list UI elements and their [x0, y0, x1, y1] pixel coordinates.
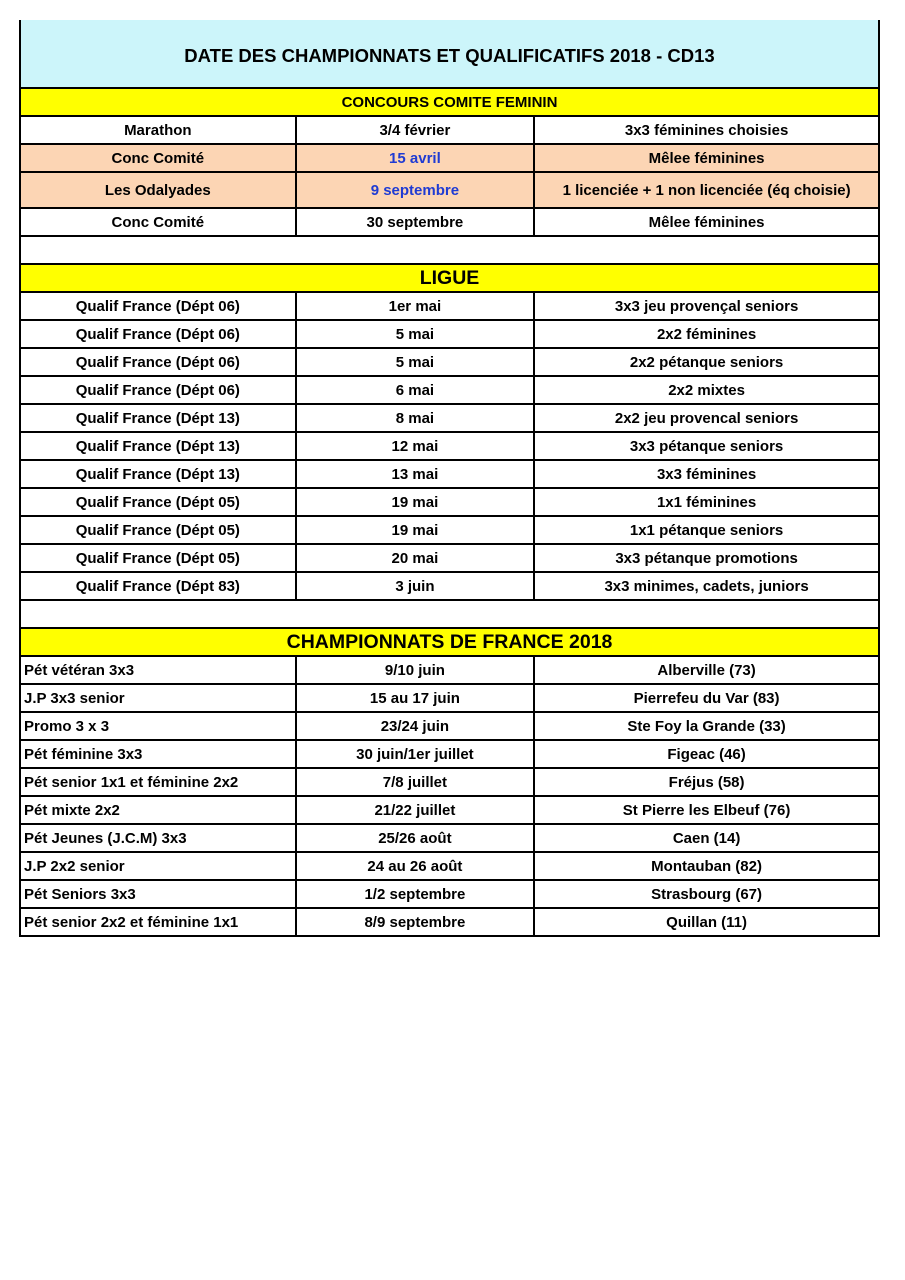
event-date: 19 mai: [296, 488, 535, 516]
event-detail: 1x1 pétanque seniors: [534, 516, 879, 544]
event-date: 9/10 juin: [296, 656, 535, 684]
event-name: Qualif France (Dépt 05): [20, 544, 296, 572]
spacer-row: [20, 236, 879, 264]
table-row: [20, 432, 879, 460]
event-date: 24 au 26 août: [296, 852, 535, 880]
table-row: [20, 376, 879, 404]
event-name: Qualif France (Dépt 13): [20, 432, 296, 460]
event-name: J.P 3x3 senior: [20, 684, 296, 712]
event-date: 1/2 septembre: [296, 880, 535, 908]
section-title-france: CHAMPIONNATS DE FRANCE 2018: [20, 628, 879, 656]
event-name: Marathon: [20, 116, 296, 144]
section-title-feminin: CONCOURS COMITE FEMININ: [20, 88, 879, 116]
table-row: [20, 544, 879, 572]
event-location: Montauban (82): [534, 852, 879, 880]
table-row-highlighted: [20, 144, 879, 172]
event-name: Pét féminine 3x3: [20, 740, 296, 768]
table-row: [20, 348, 879, 376]
event-name: Conc Comité: [20, 144, 296, 172]
event-detail: 1x1 féminines: [534, 488, 879, 516]
event-date: 5 mai: [296, 348, 535, 376]
event-location: Caen (14): [534, 824, 879, 852]
event-detail: 3x3 féminines choisies: [534, 116, 879, 144]
event-detail: 3x3 pétanque promotions: [534, 544, 879, 572]
table-row: [20, 116, 879, 144]
event-date: 21/22 juillet: [296, 796, 535, 824]
table-row: [20, 572, 879, 600]
page-title: DATE DES CHAMPIONNATS ET QUALIFICATIFS 2018 - CD13: [20, 20, 879, 88]
event-date: 6 mai: [296, 376, 535, 404]
event-name: Pét senior 1x1 et féminine 2x2: [20, 768, 296, 796]
event-location: Quillan (11): [534, 908, 879, 936]
event-name: Qualif France (Dépt 06): [20, 348, 296, 376]
event-date: 25/26 août: [296, 824, 535, 852]
event-name: Les Odalyades: [20, 172, 296, 208]
event-detail: 2x2 mixtes: [534, 376, 879, 404]
table-row: [20, 320, 879, 348]
event-location: Figeac (46): [534, 740, 879, 768]
event-date: 15 avril: [296, 144, 535, 172]
table-row: [20, 908, 879, 936]
event-detail: Mêlee féminines: [534, 144, 879, 172]
event-location: Pierrefeu du Var (83): [534, 684, 879, 712]
event-name: J.P 2x2 senior: [20, 852, 296, 880]
event-date: 30 juin/1er juillet: [296, 740, 535, 768]
table-row: [20, 768, 879, 796]
table-row: [20, 824, 879, 852]
event-name: Qualif France (Dépt 13): [20, 404, 296, 432]
event-name: Pét Seniors 3x3: [20, 880, 296, 908]
table-row: [20, 740, 879, 768]
table-row: [20, 684, 879, 712]
event-date: 30 septembre: [296, 208, 535, 236]
section-header-france: [20, 628, 879, 656]
event-name: Qualif France (Dépt 83): [20, 572, 296, 600]
table-row: [20, 712, 879, 740]
event-date: 23/24 juin: [296, 712, 535, 740]
event-date: 20 mai: [296, 544, 535, 572]
table-row: [20, 292, 879, 320]
event-detail: 2x2 jeu provencal seniors: [534, 404, 879, 432]
event-date: 3 juin: [296, 572, 535, 600]
schedule-table: [19, 20, 880, 937]
table-row: [20, 404, 879, 432]
section-header-ligue: [20, 264, 879, 292]
event-name: Pét mixte 2x2: [20, 796, 296, 824]
event-date: 12 mai: [296, 432, 535, 460]
title-row: [20, 20, 879, 88]
event-date: 13 mai: [296, 460, 535, 488]
event-date: 8/9 septembre: [296, 908, 535, 936]
table-row: [20, 460, 879, 488]
event-name: Qualif France (Dépt 06): [20, 320, 296, 348]
event-name: Qualif France (Dépt 13): [20, 460, 296, 488]
table-row: [20, 796, 879, 824]
event-detail: 1 licenciée + 1 non licenciée (éq choisie): [534, 172, 879, 208]
event-detail: 3x3 pétanque seniors: [534, 432, 879, 460]
table-row: [20, 656, 879, 684]
event-detail: 3x3 féminines: [534, 460, 879, 488]
event-location: St Pierre les Elbeuf (76): [534, 796, 879, 824]
event-location: Strasbourg (67): [534, 880, 879, 908]
event-date: 19 mai: [296, 516, 535, 544]
event-date: 9 septembre: [296, 172, 535, 208]
table-row: [20, 880, 879, 908]
event-name: Qualif France (Dépt 06): [20, 292, 296, 320]
table-row: [20, 516, 879, 544]
event-name: Qualif France (Dépt 05): [20, 488, 296, 516]
event-name: Pét vétéran 3x3: [20, 656, 296, 684]
event-date: 1er mai: [296, 292, 535, 320]
spacer-row: [20, 600, 879, 628]
event-detail: 2x2 pétanque seniors: [534, 348, 879, 376]
event-name: Promo 3 x 3: [20, 712, 296, 740]
event-date: 15 au 17 juin: [296, 684, 535, 712]
event-date: 7/8 juillet: [296, 768, 535, 796]
event-name: Pét Jeunes (J.C.M) 3x3: [20, 824, 296, 852]
event-name: Qualif France (Dépt 05): [20, 516, 296, 544]
event-date: 3/4 février: [296, 116, 535, 144]
event-name: Conc Comité: [20, 208, 296, 236]
table-row: [20, 208, 879, 236]
event-detail: 3x3 minimes, cadets, juniors: [534, 572, 879, 600]
event-location: Ste Foy la Grande (33): [534, 712, 879, 740]
event-date: 5 mai: [296, 320, 535, 348]
event-name: Qualif France (Dépt 06): [20, 376, 296, 404]
event-detail: 3x3 jeu provençal seniors: [534, 292, 879, 320]
table-row: [20, 488, 879, 516]
table-row: [20, 852, 879, 880]
event-location: Fréjus (58): [534, 768, 879, 796]
schedule-sheet: [19, 20, 880, 937]
event-date: 8 mai: [296, 404, 535, 432]
event-detail: Mêlee féminines: [534, 208, 879, 236]
section-title-ligue: LIGUE: [20, 264, 879, 292]
section-header-feminin: [20, 88, 879, 116]
table-row-highlighted: [20, 172, 879, 208]
event-name: Pét senior 2x2 et féminine 1x1: [20, 908, 296, 936]
event-detail: 2x2 féminines: [534, 320, 879, 348]
event-location: Alberville (73): [534, 656, 879, 684]
